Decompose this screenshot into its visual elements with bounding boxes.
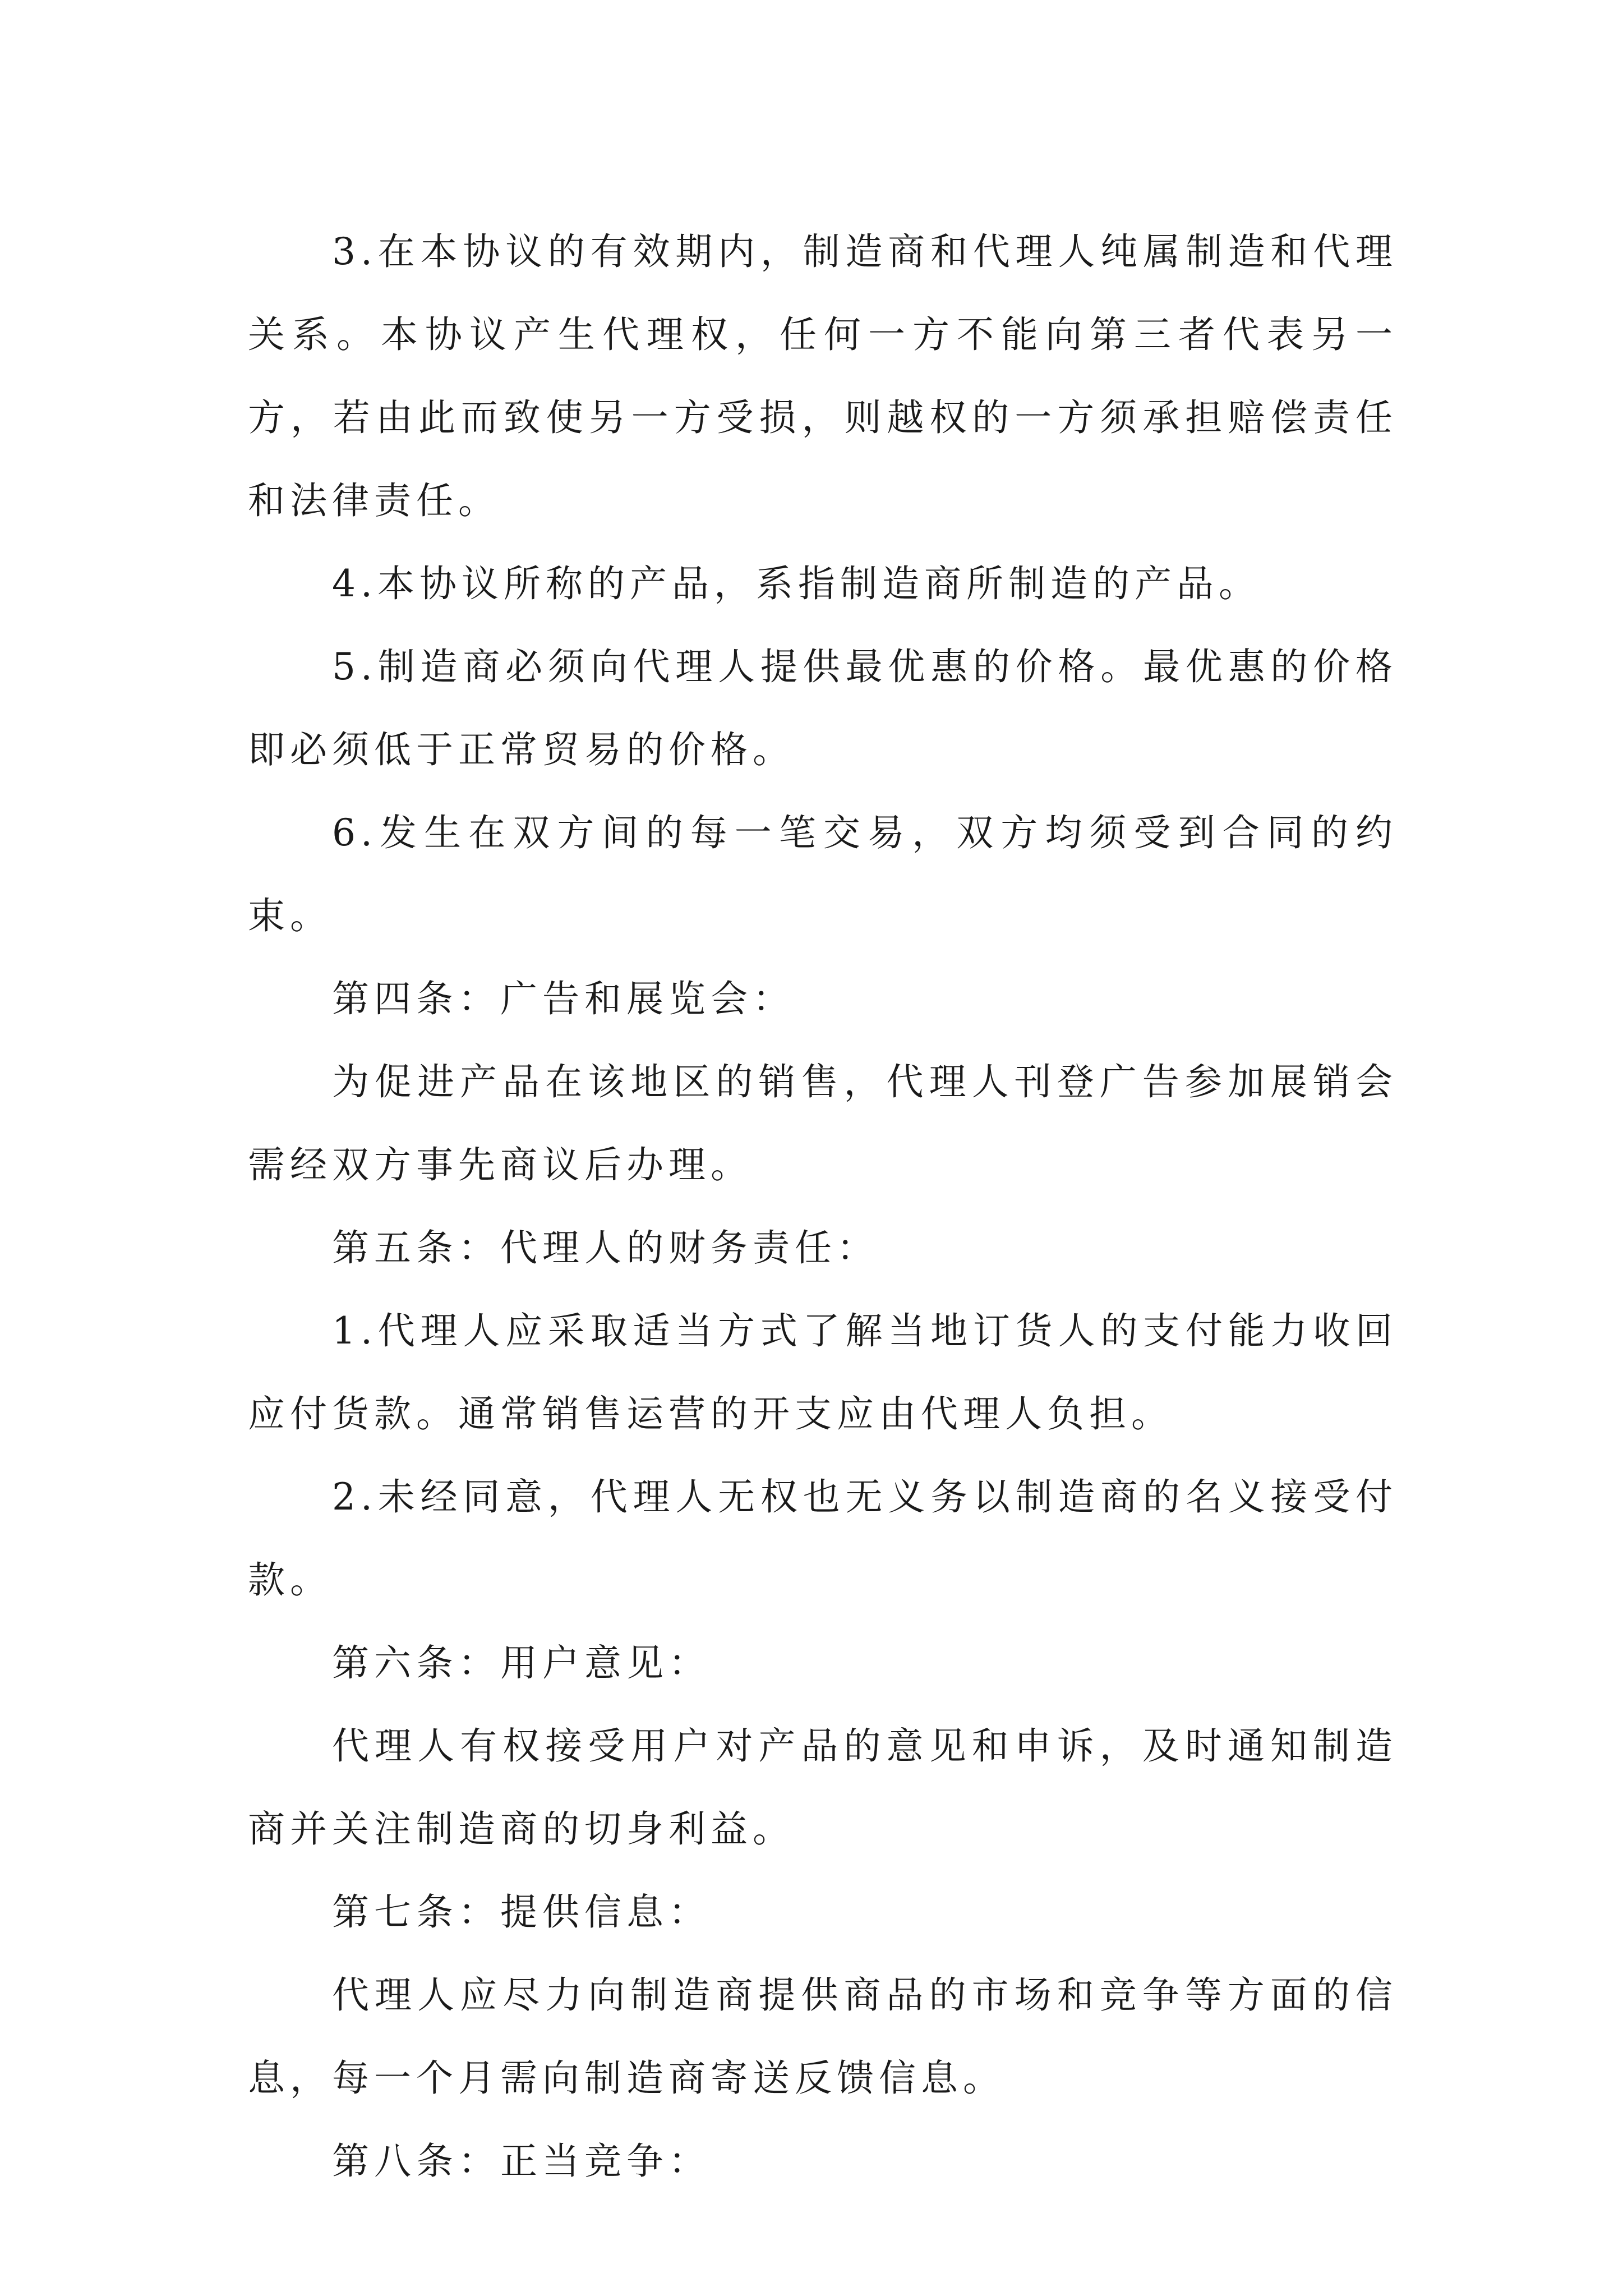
clause-paragraph: 5.制造商必须向代理人提供最优惠的价格。最优惠的价格即必须低于正常贸易的价格。 bbox=[248, 645, 1398, 771]
clause-paragraph: 1.代理人应采取适当方式了解当地订货人的支付能力收回应付货款。通常销售运营的开支应由代理人负担。 bbox=[248, 1309, 1398, 1435]
clause-paragraph: 3.在本协议的有效期内，制造商和代理人纯属制造和代理关系。本协议产生代理权，任何一方不能向第三者代表另一方，若由此而致使另一方受损，则越权的一方须承担赔偿责任和法律责任。 bbox=[248, 230, 1398, 522]
article-heading: 第四条：广告和展览会： bbox=[332, 977, 795, 1020]
article-heading: 第七条：提供信息： bbox=[332, 1890, 711, 1934]
clause-paragraph: 6.发生在双方间的每一笔交易，双方均须受到合同的约束。 bbox=[248, 811, 1398, 937]
clause-paragraph: 2.未经同意，代理人无权也无义务以制造商的名义接受付款。 bbox=[248, 1475, 1398, 1602]
article-heading: 第五条：代理人的财务责任： bbox=[332, 1226, 879, 1269]
article-heading: 第八条：正当竞争： bbox=[332, 2139, 711, 2183]
document-body bbox=[248, 210, 1398, 2203]
article-heading: 第六条：用户意见： bbox=[332, 1641, 711, 1685]
clause-paragraph: 4.本协议所称的产品，系指制造商所制造的产品。 bbox=[332, 562, 1261, 605]
clause-paragraph: 代理人应尽力向制造商提供商品的市场和竞争等方面的信息，每一个月需向制造商寄送反馈信息。 bbox=[248, 1973, 1398, 2100]
clause-paragraph: 代理人有权接受用户对产品的意见和申诉，及时通知制造商并关注制造商的切身利益。 bbox=[248, 1724, 1398, 1851]
clause-paragraph: 为促进产品在该地区的销售，代理人刊登广告参加展销会需经双方事先商议后办理。 bbox=[248, 1060, 1398, 1186]
